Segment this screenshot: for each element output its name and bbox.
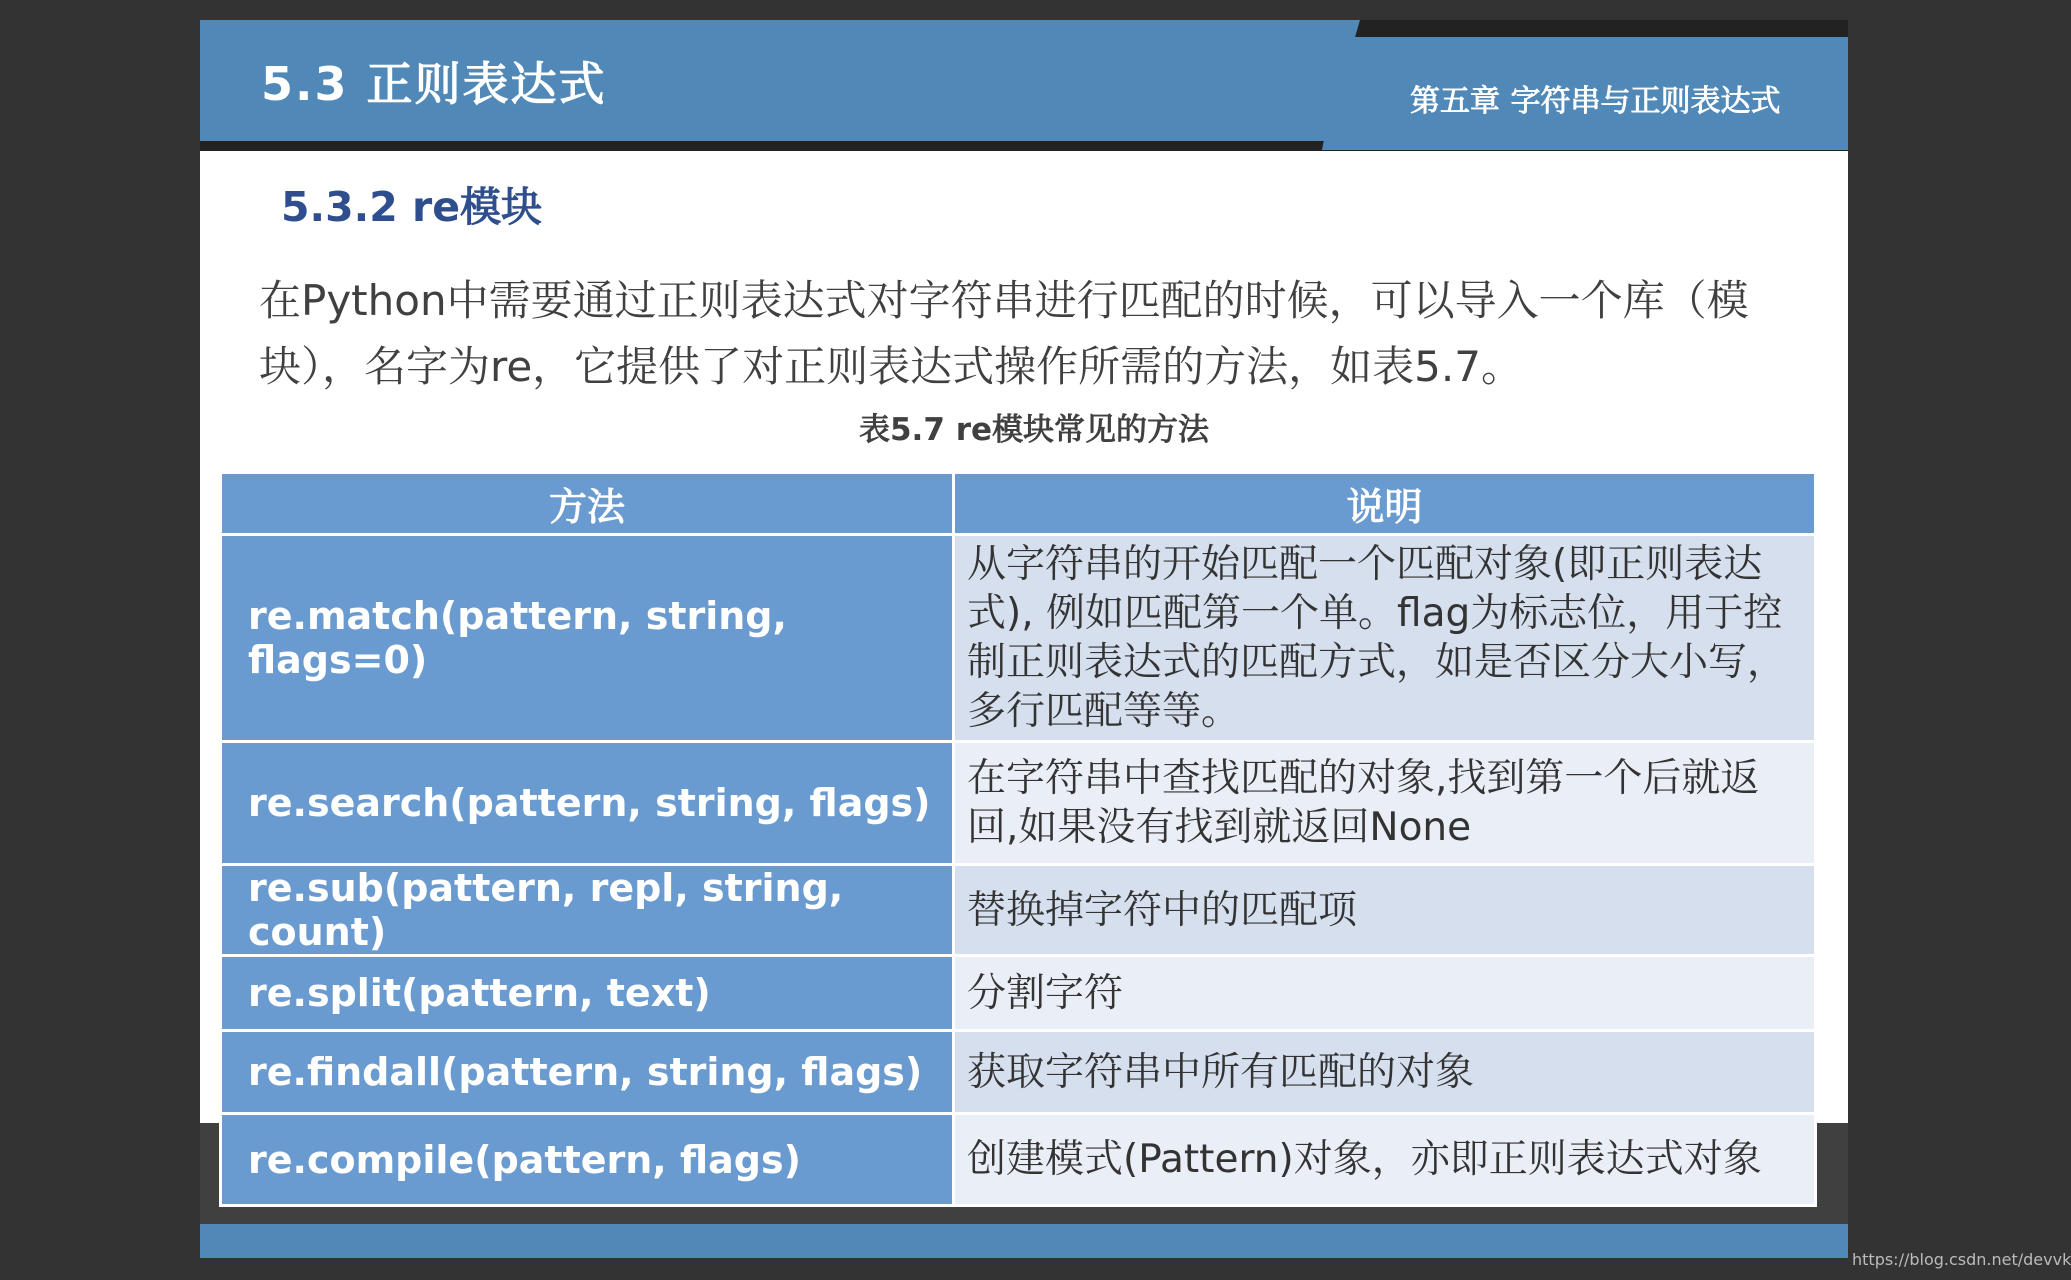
description-cell: 获取字符串中所有匹配的对象	[954, 1031, 1816, 1114]
slide-title: 5.3 正则表达式	[261, 57, 607, 111]
description-cell: 创建模式(Pattern)对象，亦即正则表达式对象	[954, 1114, 1816, 1206]
table-row	[221, 535, 1816, 742]
method-cell: re.findall(pattern, string, flags)	[221, 1031, 954, 1114]
table-row	[221, 956, 1816, 1031]
header-description: 说明	[954, 473, 1816, 535]
header-method: 方法	[221, 473, 954, 535]
method-cell: re.match(pattern, string, flags=0)	[221, 535, 954, 742]
description-cell: 分割字符	[954, 956, 1816, 1031]
table-row	[221, 742, 1816, 865]
table-caption: 表5.7 re模块常见的方法	[858, 412, 1210, 448]
table-row	[221, 1114, 1816, 1206]
section-subtitle: 5.3.2 re模块	[281, 183, 543, 231]
methods-table	[219, 471, 1817, 1207]
description-cell: 在字符串中查找匹配的对象,找到第一个后就返回,如果没有找到就返回None	[954, 742, 1816, 865]
description-cell: 从字符串的开始匹配一个匹配对象(即正则表达式), 例如匹配第一个单。flag为标志位，用于控制正则表达式的匹配方式，如是否区分大小写，多行匹配等等。	[954, 535, 1816, 742]
method-cell: re.sub(pattern, repl, string, count)	[221, 865, 954, 956]
table-header-row	[221, 473, 1816, 535]
method-cell: re.compile(pattern, flags)	[221, 1114, 954, 1206]
method-cell: re.search(pattern, string, flags)	[221, 742, 954, 865]
chapter-title: 第五章 字符串与正则表达式	[1410, 84, 1781, 119]
slide-footer-bar	[200, 1224, 1848, 1258]
description-cell: 替换掉字符中的匹配项	[954, 865, 1816, 956]
table-row	[221, 1031, 1816, 1114]
table-row	[221, 865, 1816, 956]
method-cell: re.split(pattern, text)	[221, 956, 954, 1031]
watermark: https://blog.csdn.net/devvk	[1852, 1250, 2071, 1269]
intro-paragraph: 在Python中需要通过正则表达式对字符串进行匹配的时候，可以导入一个库（模块），名字为re，它提供了对正则表达式操作所需的方法，如表5.7。	[259, 276, 1749, 391]
